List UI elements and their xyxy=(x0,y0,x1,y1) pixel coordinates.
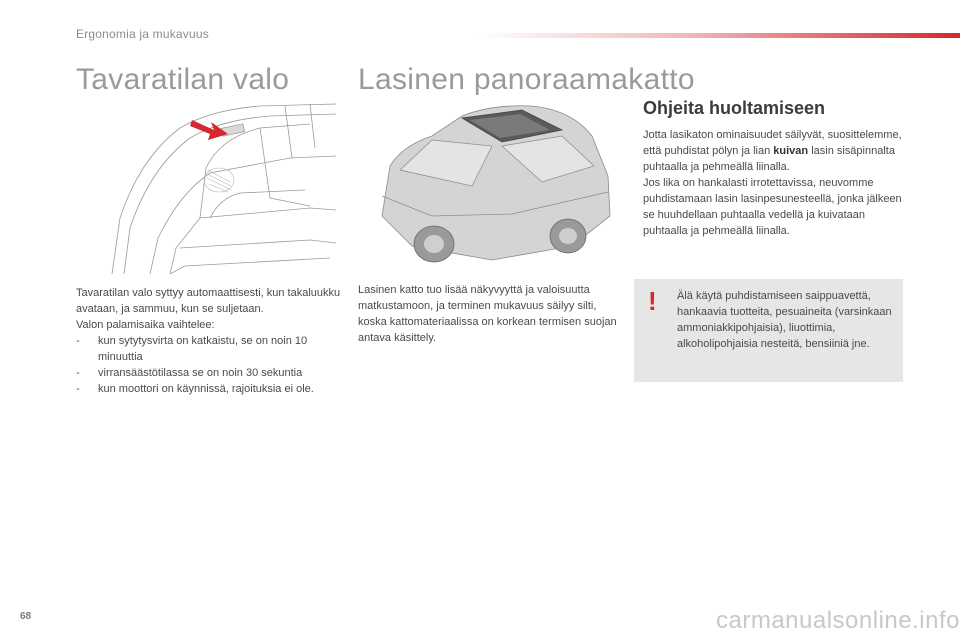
list-item: - virransäästötilassa se on noin 30 sekuntia xyxy=(76,367,303,379)
list-item: - kun moottori on käynnissä, rajoituksia ei ole. xyxy=(76,383,314,395)
page-number: 68 xyxy=(20,611,32,622)
trunk-light-title: Tavaratilan valo xyxy=(76,63,290,96)
maintenance-instructions xyxy=(643,127,908,239)
panoramic-roof-car-illustration xyxy=(372,96,612,274)
trunk-light-illustration xyxy=(110,98,336,274)
warning-box xyxy=(634,279,903,382)
maintenance-subtitle: Ohjeita huoltamiseen xyxy=(643,98,826,118)
section-label: Ergonomia ja mukavuus xyxy=(76,27,209,41)
trunk-light-description xyxy=(76,285,346,397)
header-accent-bar xyxy=(478,33,960,38)
warning-icon: ! xyxy=(648,286,657,316)
trunk-light-intro: Tavaratilan valo syttyy automaattisesti, kun takaluukku avataan, ja sammuu, kun se suljetaan. xyxy=(76,287,341,315)
panoramic-roof-title: Lasinen panoraamakatto xyxy=(358,63,695,96)
trunk-light-duration-label: Valon palamisaika vaihtelee: xyxy=(76,319,215,331)
watermark: carmanualsonline.info xyxy=(716,607,960,634)
list-item: - kun sytytysvirta on katkaistu, se on noin 10 minuuttia xyxy=(76,335,308,363)
warning-text: Älä käytä puhdistamiseen saippuavettä, hankaavia tuotteita, pesuaineita (varsinkaan ammoniakkipohjaisia), liuottimia, alkoholipohjaisia nesteitä, bensiiniä jne. xyxy=(677,290,892,350)
emphasis-dry: kuivan xyxy=(773,145,809,157)
maintenance-paragraph-2: Jos lika on hankalasti irrotettavissa, neuvomme puhdistamaan lasin lasinpesunesteellä, jonka jälkeen se huuhdellaan puhtaalla vedellä ja kuivataan puhtaalla ja pehmeällä liinalla. xyxy=(643,177,902,237)
panoramic-roof-description: Lasinen katto tuo lisää näkyvyyttä ja valoisuutta matkustamoon, ja terminen mukavuus säilyy silti, koska kattomateriaalissa on korkean termisen suojan antava käsittely. xyxy=(358,284,617,344)
maintenance-paragraph-1: Jotta lasikaton ominaisuudet säilyvät, suosittelemme, että puhdistat pölyn ja lian kuivan lasin sisäpinnalta puhtaalla ja pehmeällä liinalla. xyxy=(643,129,902,173)
